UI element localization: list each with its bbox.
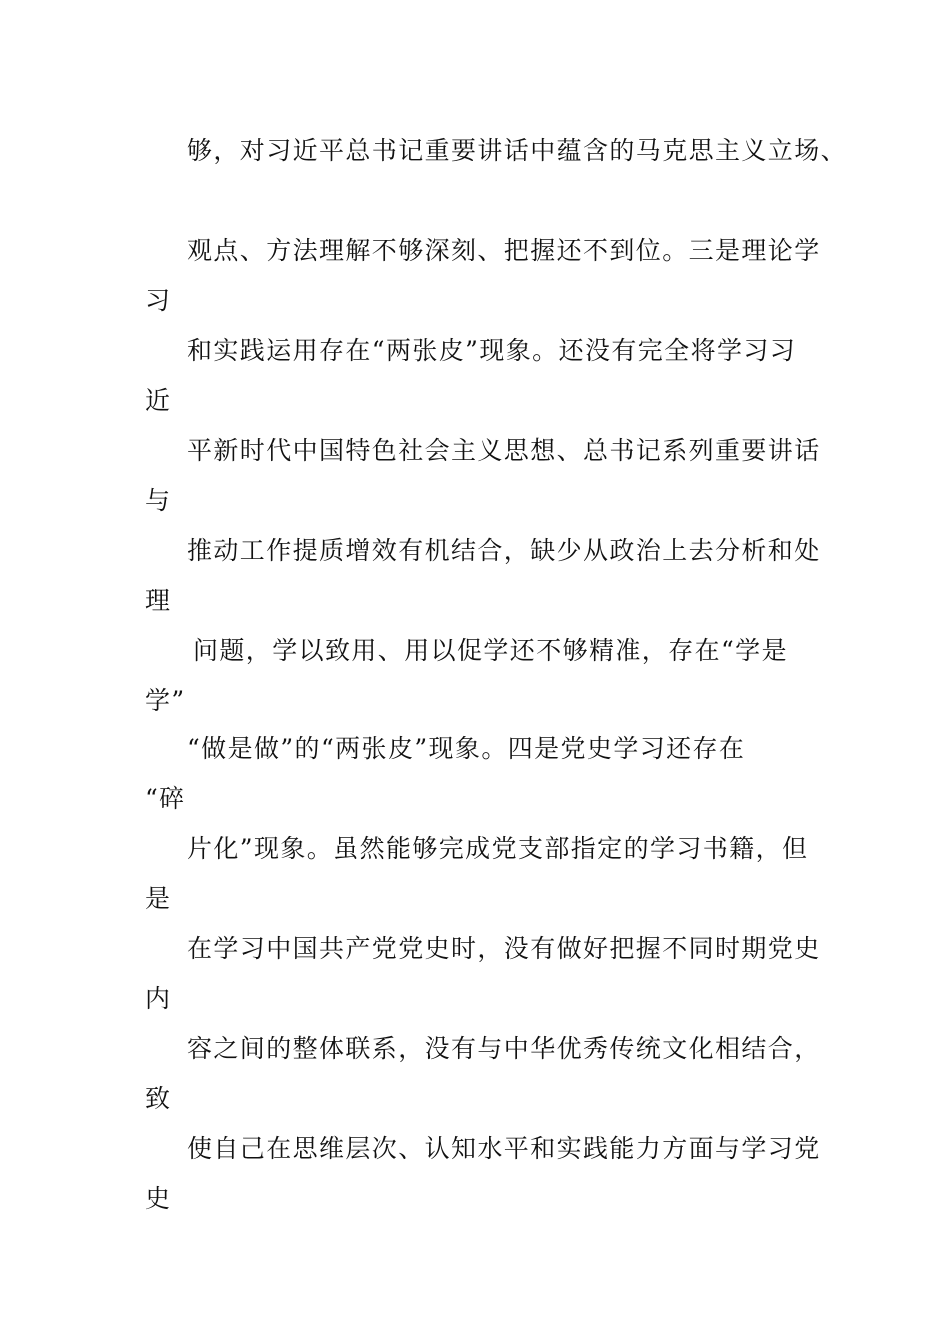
- text-line-9-wrap: 内: [145, 984, 172, 1013]
- text-line-10-wrap: 致: [145, 1084, 172, 1113]
- text-line-2: 观点、方法理解不够深刻、把握还不到位。三是理论学: [187, 236, 821, 265]
- text-line-1: 够，对习近平总书记重要讲话中蕴含的马克思主义立场、: [187, 136, 848, 165]
- text-line-4-wrap: 与: [145, 486, 172, 515]
- text-line-10: 容之间的整体联系，没有与中华优秀传统文化相结合，: [187, 1034, 821, 1063]
- text-line-4: 平新时代中国特色社会主义思想、总书记系列重要讲话: [187, 436, 821, 465]
- text-line-5: 推动工作提质增效有机结合，缺少从政治上去分析和处: [187, 536, 821, 565]
- text-line-7-wrap: “碎: [145, 784, 186, 813]
- text-line-11-wrap: 史: [145, 1184, 172, 1213]
- text-line-3-wrap: 近: [145, 386, 172, 415]
- text-line-8-wrap: 是: [145, 884, 172, 913]
- text-line-6-wrap: 学”: [145, 686, 186, 715]
- text-line-9: 在学习中国共产党党史时，没有做好把握不同时期党史: [187, 934, 821, 963]
- text-line-6: 问题，学以致用、用以促学还不够精准，存在“学是: [193, 636, 788, 665]
- text-line-5-wrap: 理: [145, 586, 172, 615]
- text-line-11: 使自己在思维层次、认知水平和实践能力方面与学习党: [187, 1134, 821, 1163]
- text-line-8: 片化”现象。虽然能够完成党支部指定的学习书籍，但: [187, 834, 809, 863]
- text-line-3: 和实践运用存在“两张皮”现象。还没有完全将学习习: [187, 336, 797, 365]
- text-line-7: “做是做”的“两张皮”现象。四是党史学习还存在: [187, 734, 746, 763]
- text-line-2-wrap: 习: [145, 286, 172, 315]
